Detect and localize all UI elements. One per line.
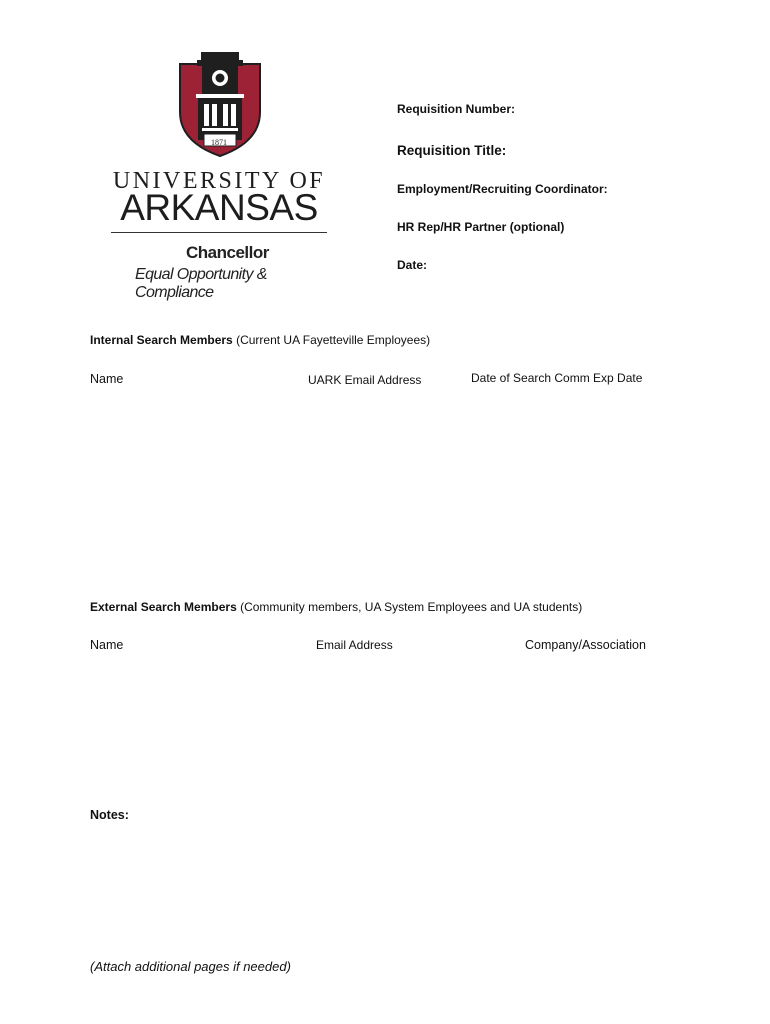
date-label: Date: bbox=[397, 258, 428, 272]
external-heading-rest: (Community members, UA System Employees and UA students) bbox=[236, 600, 583, 614]
internal-col-exp-date: Date of Search Comm Exp Date bbox=[471, 371, 643, 385]
coordinator-label: Employment/Recruiting Coordinator: bbox=[397, 182, 608, 196]
logo-office: Chancellor bbox=[186, 243, 269, 262]
internal-col-name: Name bbox=[90, 372, 124, 386]
internal-section-heading bbox=[90, 333, 430, 347]
external-col-name: Name bbox=[90, 638, 124, 652]
notes-label: Notes: bbox=[90, 808, 129, 822]
internal-heading-bold: Internal Search Members bbox=[90, 333, 233, 347]
external-col-email: Email Address bbox=[316, 638, 393, 652]
logo-unit: Equal Opportunity & Compliance bbox=[135, 266, 267, 301]
external-section-heading bbox=[90, 600, 582, 614]
external-col-company: Company/Association bbox=[525, 638, 646, 652]
external-heading-bold: External Search Members bbox=[90, 600, 237, 614]
logo-arkansas: ARKANSAS bbox=[120, 187, 318, 228]
internal-heading-rest: (Current UA Fayetteville Employees) bbox=[232, 333, 431, 347]
requisition-number-label: Requisition Number: bbox=[397, 102, 516, 116]
hr-rep-label: HR Rep/HR Partner (optional) bbox=[397, 220, 565, 234]
internal-col-email: UARK Email Address bbox=[308, 373, 422, 387]
requisition-title-label: Requisition Title: bbox=[397, 143, 507, 158]
university-logo bbox=[108, 50, 330, 301]
logo-divider bbox=[111, 232, 327, 233]
logo-year: 1871 bbox=[211, 138, 227, 147]
attach-pages-note: (Attach additional pages if needed) bbox=[90, 959, 291, 974]
logo-university-of: UNIVERSITY OF bbox=[112, 168, 326, 194]
